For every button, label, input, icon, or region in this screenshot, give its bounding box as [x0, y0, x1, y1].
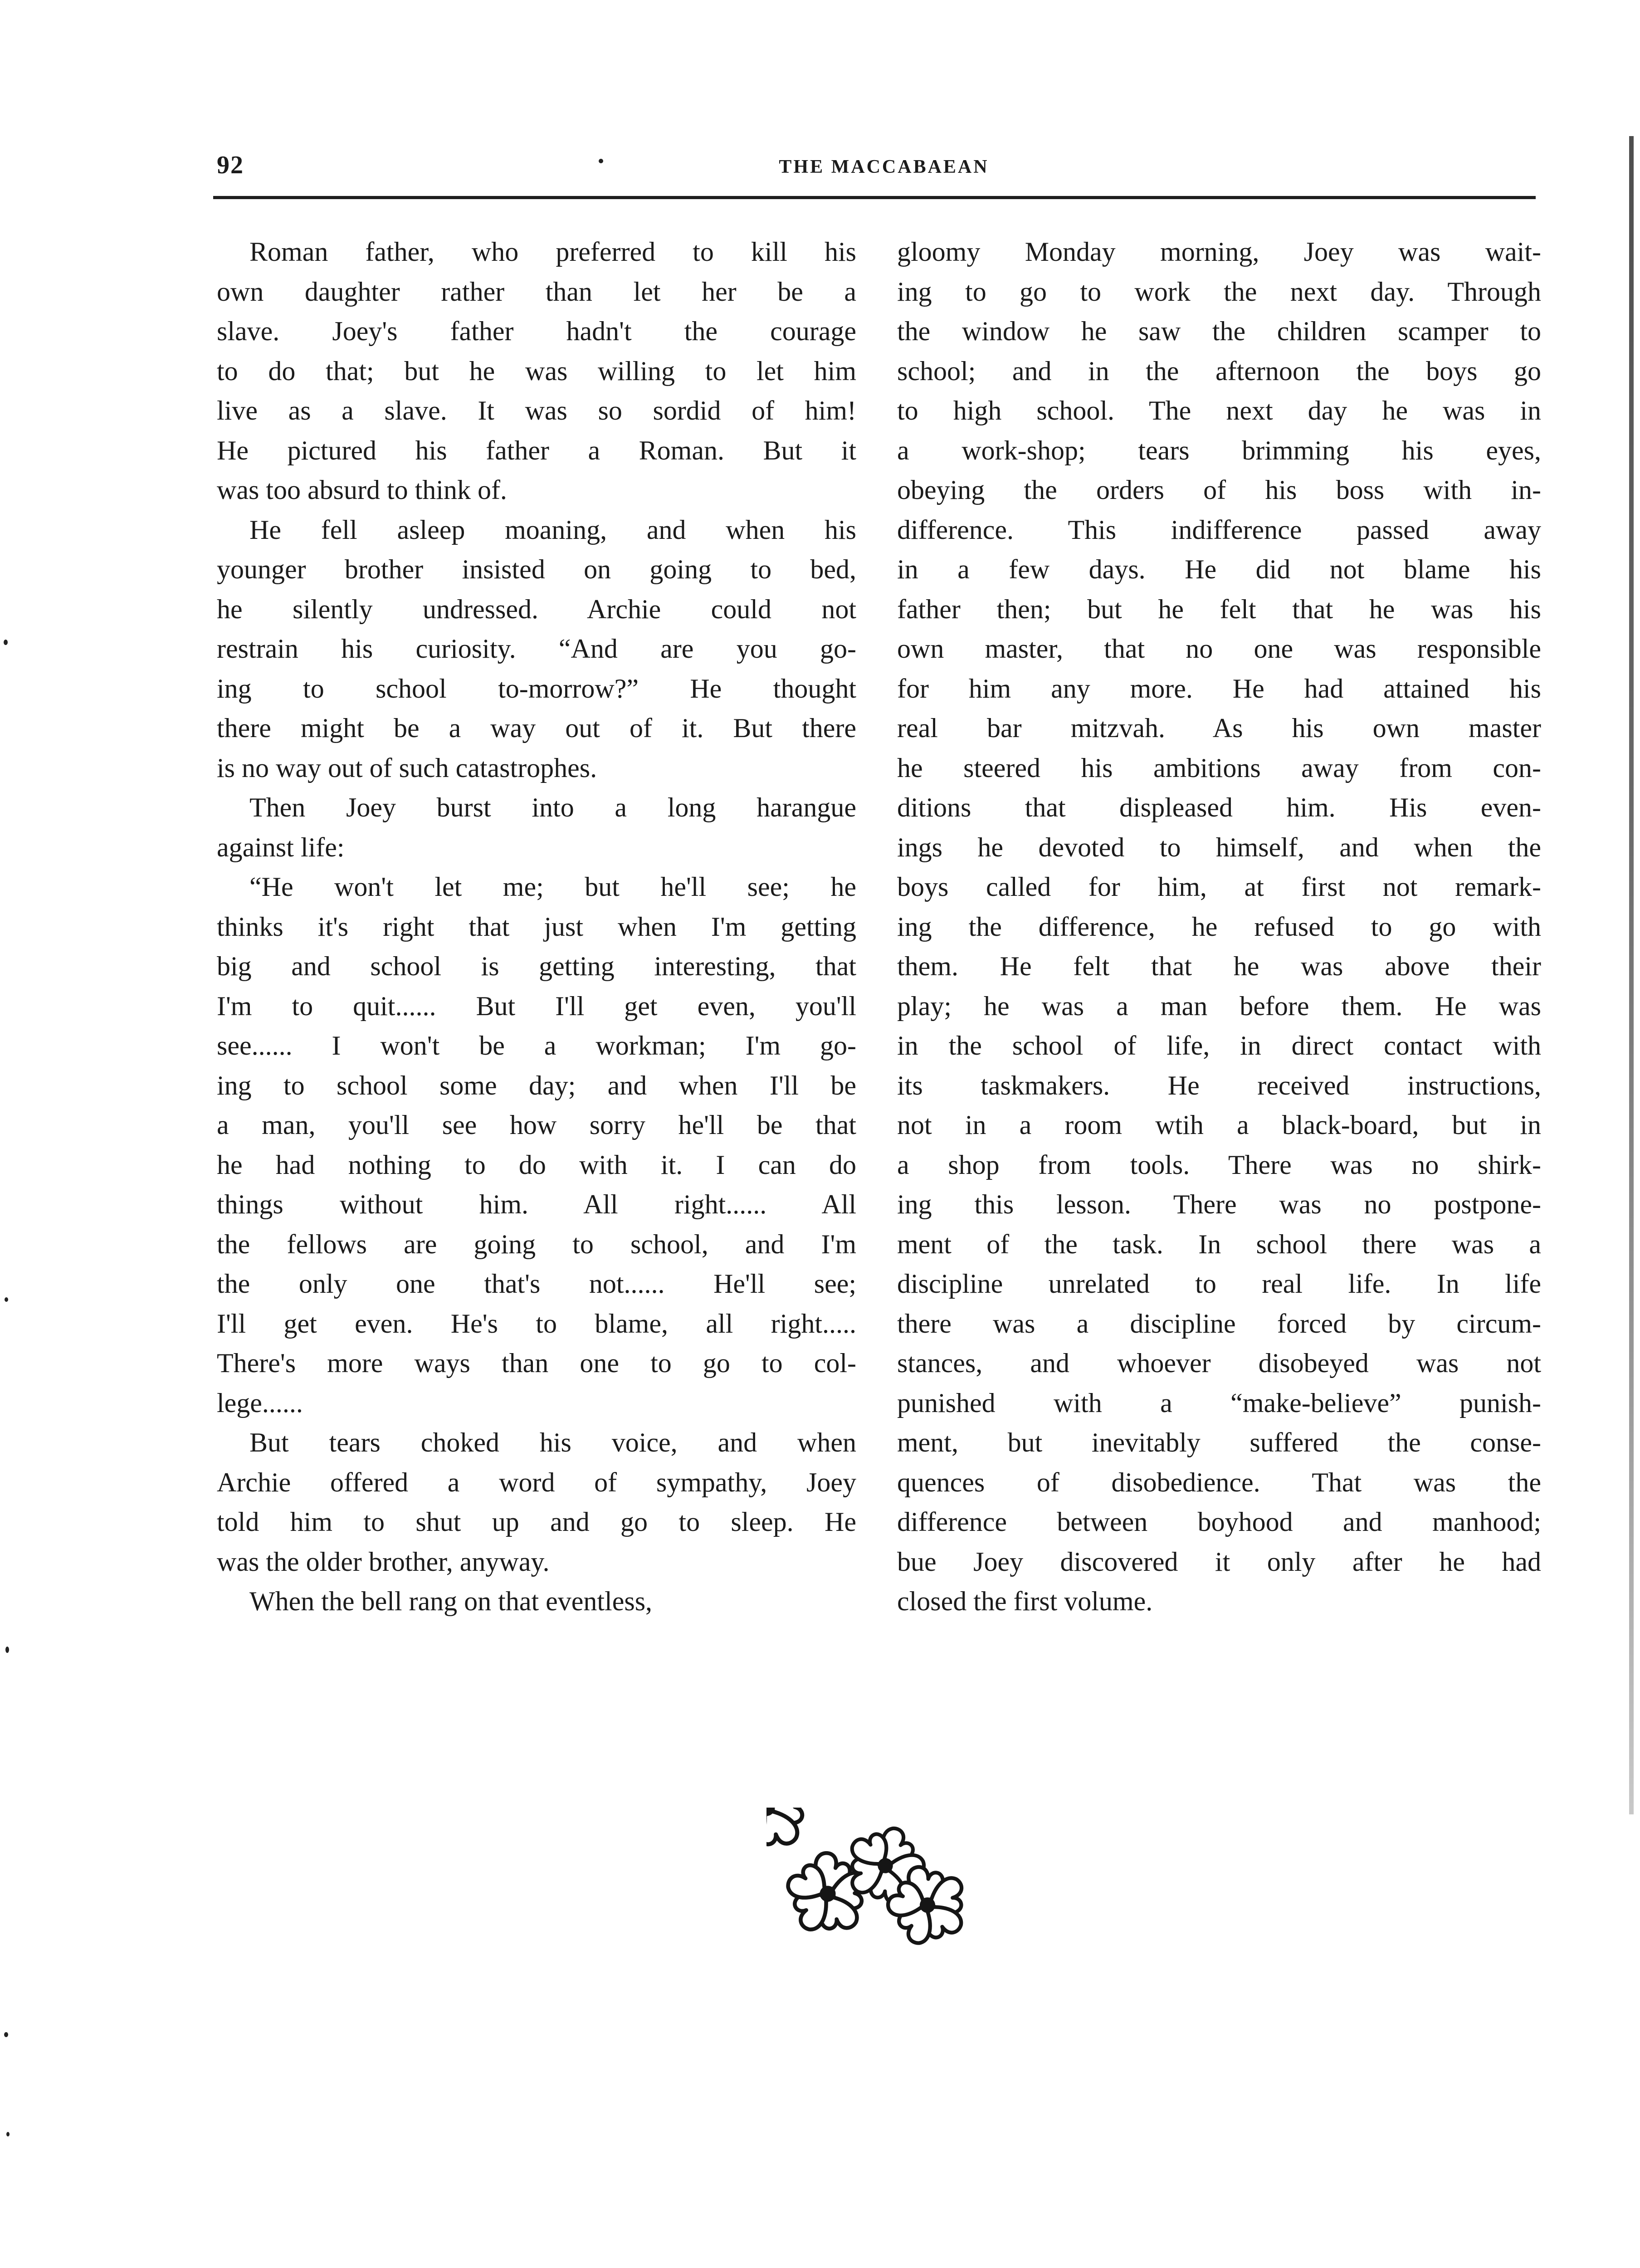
text-line: in the school of life, in direct contact with [897, 1031, 1541, 1061]
text-line: slave. Joey's father hadn't the courage [217, 316, 856, 346]
text-line: the only one that's not...... He'll see; [217, 1269, 856, 1299]
text-line: He pictured his father a Roman. But it [217, 435, 856, 465]
right-column [897, 232, 1541, 1622]
scan-speck [5, 1297, 8, 1302]
text-line: ditions that displeased him. His even- [897, 792, 1541, 822]
text-line: the fellows are going to school, and I'm [217, 1229, 856, 1259]
text-line: against life: [217, 832, 345, 862]
text-line: lege...... [217, 1388, 303, 1418]
text-line: big and school is getting interesting, that [217, 951, 856, 981]
scan-speck [4, 640, 8, 645]
text-line: was too absurd to think of. [217, 475, 507, 505]
paragraph [897, 232, 1541, 1622]
text-line: for him any more. He had attained his [897, 673, 1541, 704]
text-line: he steered his ambitions away from con- [897, 753, 1541, 783]
text-line: thinks it's right that just when I'm getting [217, 911, 856, 942]
text-line: ing this lesson. There was no postpone- [897, 1189, 1541, 1219]
text-line: difference between boyhood and manhood; [897, 1507, 1541, 1537]
paragraph [217, 1582, 856, 1622]
text-line: its taskmakers. He received instructions, [897, 1070, 1541, 1100]
text-line: obeying the orders of his boss with in- [897, 475, 1541, 505]
text-line: school; and in the afternoon the boys go [897, 356, 1541, 386]
text-line: ing to school to-morrow?” He thought [217, 673, 856, 704]
text-line: real bar mitzvah. As his own master [897, 713, 1541, 743]
text-line: he silently undressed. Archie could not [217, 594, 856, 624]
text-line: “He won't let me; but he'll see; he [249, 872, 856, 902]
header-rule [213, 196, 1536, 199]
flower-ornament [766, 1808, 993, 1962]
text-line: was the older brother, anyway. [217, 1546, 550, 1577]
text-line: the window he saw the children scamper to [897, 316, 1541, 346]
page-number: 92 [217, 151, 244, 179]
text-line: When the bell rang on that eventless, [249, 1586, 653, 1616]
text-line: But tears choked his voice, and when [249, 1427, 856, 1457]
text-line: He fell asleep moaning, and when his [249, 514, 856, 545]
text-line: Archie offered a word of sympathy, Joey [217, 1467, 856, 1497]
text-line: a work-shop; tears brimming his eyes, [897, 435, 1541, 465]
text-line: Then Joey burst into a long harangue [249, 792, 856, 822]
text-line: There's more ways than one to go to col- [217, 1348, 856, 1378]
text-line: there might be a way out of it. But there [217, 713, 856, 743]
paragraph [217, 1423, 856, 1582]
text-line: see...... I won't be a workman; I'm go- [217, 1031, 856, 1061]
scan-speck [6, 2132, 10, 2136]
left-column [217, 232, 856, 1622]
text-line: is no way out of such catastrophes. [217, 753, 597, 783]
text-line: ment of the task. In school there was a [897, 1229, 1541, 1259]
text-line: not in a room wtih a black-board, but in [897, 1110, 1541, 1140]
text-line: he had nothing to do with it. I can do [217, 1149, 856, 1180]
text-line: ing to school some day; and when I'll be [217, 1070, 856, 1100]
text-line: punished with a “make-believe” punish- [897, 1388, 1541, 1418]
text-line: a shop from tools. There was no shirk- [897, 1149, 1541, 1180]
text-line: a man, you'll see how sorry he'll be that [217, 1110, 856, 1140]
text-line: own daughter rather than let her be a [217, 276, 856, 307]
text-line: in a few days. He did not blame his [897, 554, 1541, 584]
text-line: ing the difference, he refused to go with [897, 911, 1541, 942]
text-line: younger brother insisted on going to bed, [217, 554, 856, 584]
text-line: told him to shut up and go to sleep. He [217, 1507, 856, 1537]
text-line: own master, that no one was responsible [897, 634, 1541, 664]
text-line: closed the first volume. [897, 1586, 1153, 1616]
text-line: father then; but he felt that he was his [897, 594, 1541, 624]
scan-speck [4, 2032, 8, 2037]
text-line: stances, and whoever disobeyed was not [897, 1348, 1541, 1378]
paragraph [217, 788, 856, 867]
text-line: quences of disobedience. That was the [897, 1467, 1541, 1497]
text-line: ings he devoted to himself, and when the [897, 832, 1541, 862]
text-line: boys called for him, at first not remark- [897, 872, 1541, 902]
text-line: I'm to quit...... But I'll get even, you'll [217, 991, 856, 1021]
text-line: there was a discipline forced by circum- [897, 1308, 1541, 1339]
text-line: live as a slave. It was so sordid of him! [217, 396, 856, 425]
page-edge-shadow [1629, 136, 1634, 1814]
text-line: ing to go to work the next day. Through [897, 276, 1541, 307]
text-line: Roman father, who preferred to kill his [249, 237, 856, 267]
text-line: I'll get even. He's to blame, all right..... [217, 1308, 856, 1339]
running-head: THE MACCABAEAN [779, 156, 989, 177]
text-line: them. He felt that he was above their [897, 951, 1541, 981]
text-line: gloomy Monday morning, Joey was wait- [897, 237, 1541, 267]
paragraph [217, 867, 856, 1423]
text-line: restrain his curiosity. “And are you go- [217, 634, 856, 664]
paragraph [217, 232, 856, 510]
text-line: difference. This indifference passed away [897, 514, 1541, 545]
page-header [217, 151, 1536, 187]
text-line: discipline unrelated to real life. In life [897, 1269, 1541, 1299]
scan-speck [5, 1647, 9, 1653]
text-line: things without him. All right...... All [217, 1189, 856, 1219]
text-line: bue Joey discovered it only after he had [897, 1546, 1541, 1577]
text-line: to do that; but he was willing to let him [217, 356, 856, 386]
text-line: to high school. The next day he was in [897, 396, 1541, 425]
text-line: play; he was a man before them. He was [897, 991, 1541, 1021]
paragraph [217, 510, 856, 788]
text-line: ment, but inevitably suffered the conse- [897, 1427, 1541, 1457]
